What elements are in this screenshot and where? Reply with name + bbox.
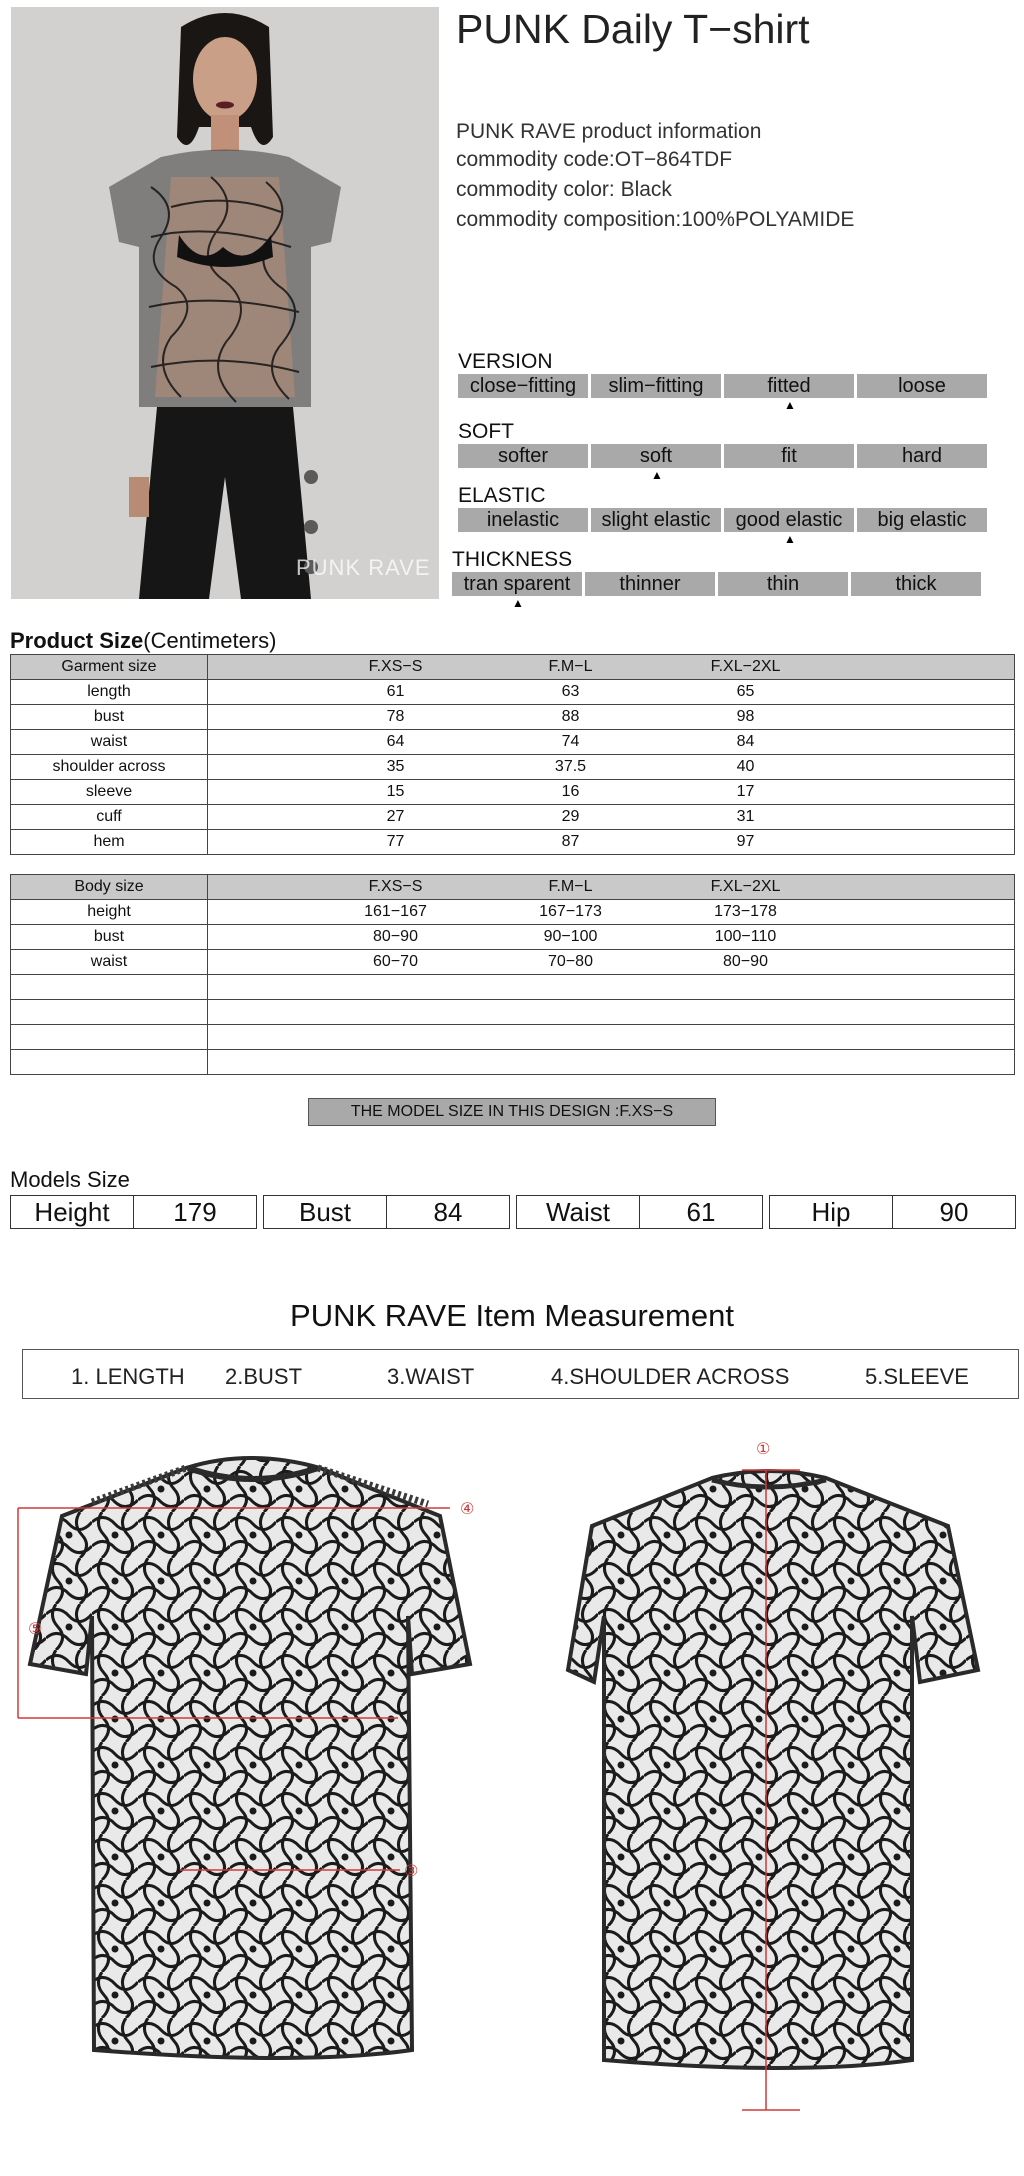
size-column-header: F.XL−2XL <box>710 878 781 895</box>
model-measure-label: Hip <box>811 1197 851 1227</box>
attribute-option: thick <box>851 572 981 596</box>
model-measure-value: 84 <box>386 1196 509 1228</box>
table-cell: 161−167 <box>364 903 427 920</box>
table-cell: 27 <box>386 808 405 825</box>
measurement-diagram <box>0 1420 1024 2160</box>
table-cell: 65 <box>736 683 755 700</box>
model-size-banner: THE MODEL SIZE IN THIS DESIGN :F.XS−S <box>308 1098 716 1126</box>
row-label: waist <box>11 950 208 975</box>
product-title: PUNK Daily T−shirt <box>456 6 810 52</box>
attribute-scale <box>458 374 987 398</box>
attribute-option: good elastic <box>724 508 854 532</box>
attribute-label: SOFT <box>458 420 514 443</box>
attribute-option: hard <box>857 444 987 468</box>
table-cell: 167−173 <box>539 903 602 920</box>
attribute-option: fitted <box>724 374 854 398</box>
empty-table-row <box>11 1000 1015 1025</box>
garment-size-table <box>10 654 1015 855</box>
table-cell: 97 <box>736 833 755 850</box>
model-measure-value: 90 <box>892 1196 1015 1228</box>
attribute-label: ELASTIC <box>458 484 546 507</box>
table-cell: 29 <box>561 808 580 825</box>
measurement-item-length: 1. LENGTH <box>71 1364 185 1389</box>
callout-waist: ③ <box>404 1863 419 1880</box>
code-label: commodity code: <box>456 148 615 171</box>
photo-watermark: PUNK RAVE <box>296 555 431 580</box>
measurement-item-sleeve: 5.SLEEVE <box>865 1364 969 1389</box>
table-cell: 60−70 <box>373 953 418 970</box>
attribute-label: VERSION <box>458 350 553 373</box>
table-row <box>11 900 1015 925</box>
selected-marker-icon: ▲ <box>512 596 524 610</box>
table-cell: 63 <box>561 683 580 700</box>
model-measure-label: Bust <box>298 1197 352 1227</box>
model-measure-value: 179 <box>133 1196 256 1228</box>
empty-table-row <box>11 1025 1015 1050</box>
row-label: shoulder across <box>11 755 208 780</box>
front-shirt <box>30 1458 470 2058</box>
callout-length: ① <box>756 1441 771 1458</box>
color-label: commodity color: <box>456 178 615 201</box>
table-cell: 80−90 <box>723 953 768 970</box>
table-cell: 70−80 <box>548 953 593 970</box>
table-row <box>11 805 1015 830</box>
table-cell: 87 <box>561 833 580 850</box>
attribute-option: slight elastic <box>591 508 721 532</box>
empty-table-row <box>11 975 1015 1000</box>
table-row <box>11 755 1015 780</box>
table-cell: 40 <box>736 758 755 775</box>
table-header-label: Body size <box>11 875 208 900</box>
table-row <box>11 705 1015 730</box>
table-row <box>11 950 1015 975</box>
table-cell: 31 <box>736 808 755 825</box>
product-size-heading <box>10 628 277 654</box>
attribute-option: close−fitting <box>458 374 588 398</box>
commodity-color <box>456 178 672 202</box>
table-cell: 80−90 <box>373 928 418 945</box>
table-cell: 17 <box>736 783 755 800</box>
composition-label: commodity composition: <box>456 208 682 231</box>
table-cell: 98 <box>736 708 755 725</box>
models-size-heading: Models Size <box>10 1167 130 1192</box>
model-measure-hip <box>769 1195 1016 1229</box>
commodity-code <box>456 148 732 172</box>
attribute-option: inelastic <box>458 508 588 532</box>
row-label: hem <box>11 830 208 855</box>
table-cell: 74 <box>561 733 580 750</box>
table-cell: 64 <box>386 733 405 750</box>
product-size-unit: (Centimeters) <box>143 628 277 653</box>
back-shirt <box>568 1471 978 2068</box>
table-row <box>11 830 1015 855</box>
model-measure-value: 61 <box>639 1196 762 1228</box>
table-cell: 37.5 <box>554 758 587 775</box>
product-photo <box>11 7 439 599</box>
table-row <box>11 680 1015 705</box>
table-row <box>11 730 1015 755</box>
attribute-scale <box>458 508 987 532</box>
table-row <box>11 925 1015 950</box>
row-label: sleeve <box>11 780 208 805</box>
attribute-label: THICKNESS <box>452 548 573 571</box>
table-cell: 16 <box>561 783 580 800</box>
row-label: bust <box>11 705 208 730</box>
selected-marker-icon: ▲ <box>784 532 796 546</box>
table-cell: 88 <box>561 708 580 725</box>
callout-shoulder: ④ <box>460 1501 475 1518</box>
row-label: cuff <box>11 805 208 830</box>
table-cell: 35 <box>386 758 405 775</box>
table-cell: 100−110 <box>714 928 777 945</box>
size-column-header: F.M−L <box>548 878 593 895</box>
size-column-header: F.M−L <box>548 658 593 675</box>
info-heading: PUNK RAVE product information <box>456 120 762 143</box>
attribute-scale <box>458 444 987 468</box>
attribute-option: tran sparent <box>452 572 582 596</box>
attribute-option: thin <box>718 572 848 596</box>
table-cell: 173−178 <box>714 903 777 920</box>
measurement-legend <box>22 1349 1019 1399</box>
model-measure-height <box>10 1195 257 1229</box>
table-cell: 84 <box>736 733 755 750</box>
model-measure-label: Height <box>34 1197 110 1227</box>
model-measure-label: Waist <box>545 1197 611 1227</box>
size-column-header: F.XS−S <box>368 658 423 675</box>
empty-table-row <box>11 1050 1015 1075</box>
composition-value: 100%POLYAMIDE <box>681 208 855 231</box>
size-column-header: F.XS−S <box>368 878 423 895</box>
attribute-option: thinner <box>585 572 715 596</box>
code-value: OT−864TDF <box>614 148 733 171</box>
callout-sleeve: ⑤ <box>28 1621 43 1638</box>
attribute-option: slim−fitting <box>591 374 721 398</box>
attribute-option: big elastic <box>857 508 987 532</box>
model-measure-waist <box>516 1195 763 1229</box>
table-cell: 90−100 <box>543 928 598 945</box>
models-size-row <box>10 1195 1016 1229</box>
attribute-option: soft <box>591 444 721 468</box>
table-header-label: Garment size <box>11 655 208 680</box>
table-cell: 78 <box>386 708 405 725</box>
table-cell: 77 <box>386 833 405 850</box>
measurement-title: PUNK RAVE Item Measurement <box>290 1298 734 1333</box>
row-label: height <box>11 900 208 925</box>
selected-marker-icon: ▲ <box>784 398 796 412</box>
size-column-header: F.XL−2XL <box>710 658 781 675</box>
attribute-option: fit <box>724 444 854 468</box>
measurement-item-waist: 3.WAIST <box>387 1364 475 1389</box>
row-label: bust <box>11 925 208 950</box>
selected-marker-icon: ▲ <box>651 468 663 482</box>
table-cell: 15 <box>386 783 405 800</box>
color-value: Black <box>620 178 672 201</box>
attribute-scale <box>452 572 981 596</box>
measurement-item-bust: 2.BUST <box>225 1364 303 1389</box>
attribute-option: loose <box>857 374 987 398</box>
table-row <box>11 780 1015 805</box>
row-label: length <box>11 680 208 705</box>
measurement-item-shoulder: 4.SHOULDER ACROSS <box>551 1364 790 1389</box>
model-measure-bust <box>263 1195 510 1229</box>
table-cell: 61 <box>386 683 405 700</box>
product-size-title: Product Size <box>10 628 144 653</box>
attribute-option: softer <box>458 444 588 468</box>
commodity-composition <box>456 208 854 232</box>
body-size-table <box>10 874 1015 1075</box>
row-label: waist <box>11 730 208 755</box>
